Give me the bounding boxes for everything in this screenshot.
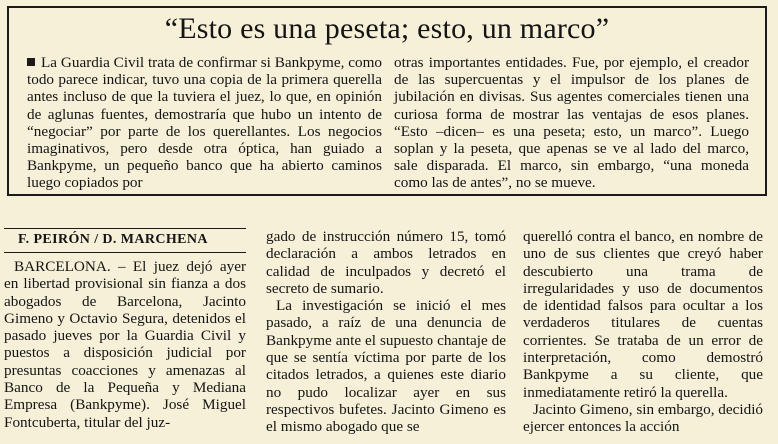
sidebar-headline: “Esto es una peseta; esto, un marco” [164, 12, 610, 45]
sidebar-text-2: otras importantes entidades. Fue, por ejemplo, el creador de las supercuentas y el impulsor de los planes de jubilación en divisas. Sus agentes comerciales tienen una curiosa forma de mostrar las ventajas de esos planes. “Esto –dicen– es una peseta; esto, un marco”. Luego soplan y la peseta, que apenas se ve al lado del marco, sale disparada. El marco, sin embargo, “una moneda como las de antes”, no se mueve. [394, 54, 749, 192]
article-paragraph: querelló contra el banco, en nombre de uno de sus clientes que creyó haber descubierto una trama de irregularidades y uso de documentos de identidad falsos para ocultar a los verdaderos titulares de cuentas corrientes. Se trataba de un error de interpretación, como demostró Bankpyme a su cliente, que inmediatamente retiró la querella. [523, 228, 763, 401]
sidebar-column-1 [27, 54, 382, 192]
article-column-2 [266, 228, 506, 436]
article-paragraph: BARCELONA. – El juez dejó ayer en libertad provisional sin fianza a dos abogados de Barcelona, Jacinto Gimeno y Octavio Segura, detenidos el pasado jueves por la Guardia Civil y puestos a disposición judicial por presuntas coacciones y amenazas al Banco de la Pequeña y Mediana Empresa (Bankpyme). José Miguel Fontcuberta, titular del juz- [4, 258, 246, 431]
article-paragraph: La investigación se inició el mes pasado, a raíz de una denuncia de Bankpyme ante el supuesto chantaje de que se sentía víctima por parte de los citados letrados, a quienes este diario no pudo localizar ayer en sus respectivos bufetes. Jacinto Gimeno es el mismo abogado que se [266, 297, 506, 436]
byline: F. PEIRÓN / D. MARCHENA [18, 232, 208, 247]
article-column-3 [523, 228, 763, 436]
sidebar-text-1: La Guardia Civil trata de confirmar si Bankpyme, como todo parece indicar, tuvo una copia de la primera querella antes incluso de que la tuviera el juez, lo que, en opinión de aglunas fuentes, demostraría que hubo un intento de “negociar” por parte de los querellantes. Los negocios imaginativos, pero desde otra óptica, han guiado a Bankpyme, un pequeño banco que ha abierto caminos luego copiados por [27, 54, 382, 192]
article-paragraph: gado de instrucción número 15, tomó declaración a ambos letrados en calidad de inculpados y decretó el secreto de sumario. [266, 228, 506, 297]
bullet-square-icon [27, 58, 35, 66]
byline-bottom-rule [4, 252, 246, 253]
article-paragraph: Jacinto Gimeno, sin embargo, decidió ejercer entonces la acción [523, 400, 764, 436]
sidebar-column-2 [394, 54, 749, 192]
sidebar-box [7, 6, 767, 196]
byline-top-rule [4, 228, 246, 229]
article-column-1 [4, 258, 246, 431]
